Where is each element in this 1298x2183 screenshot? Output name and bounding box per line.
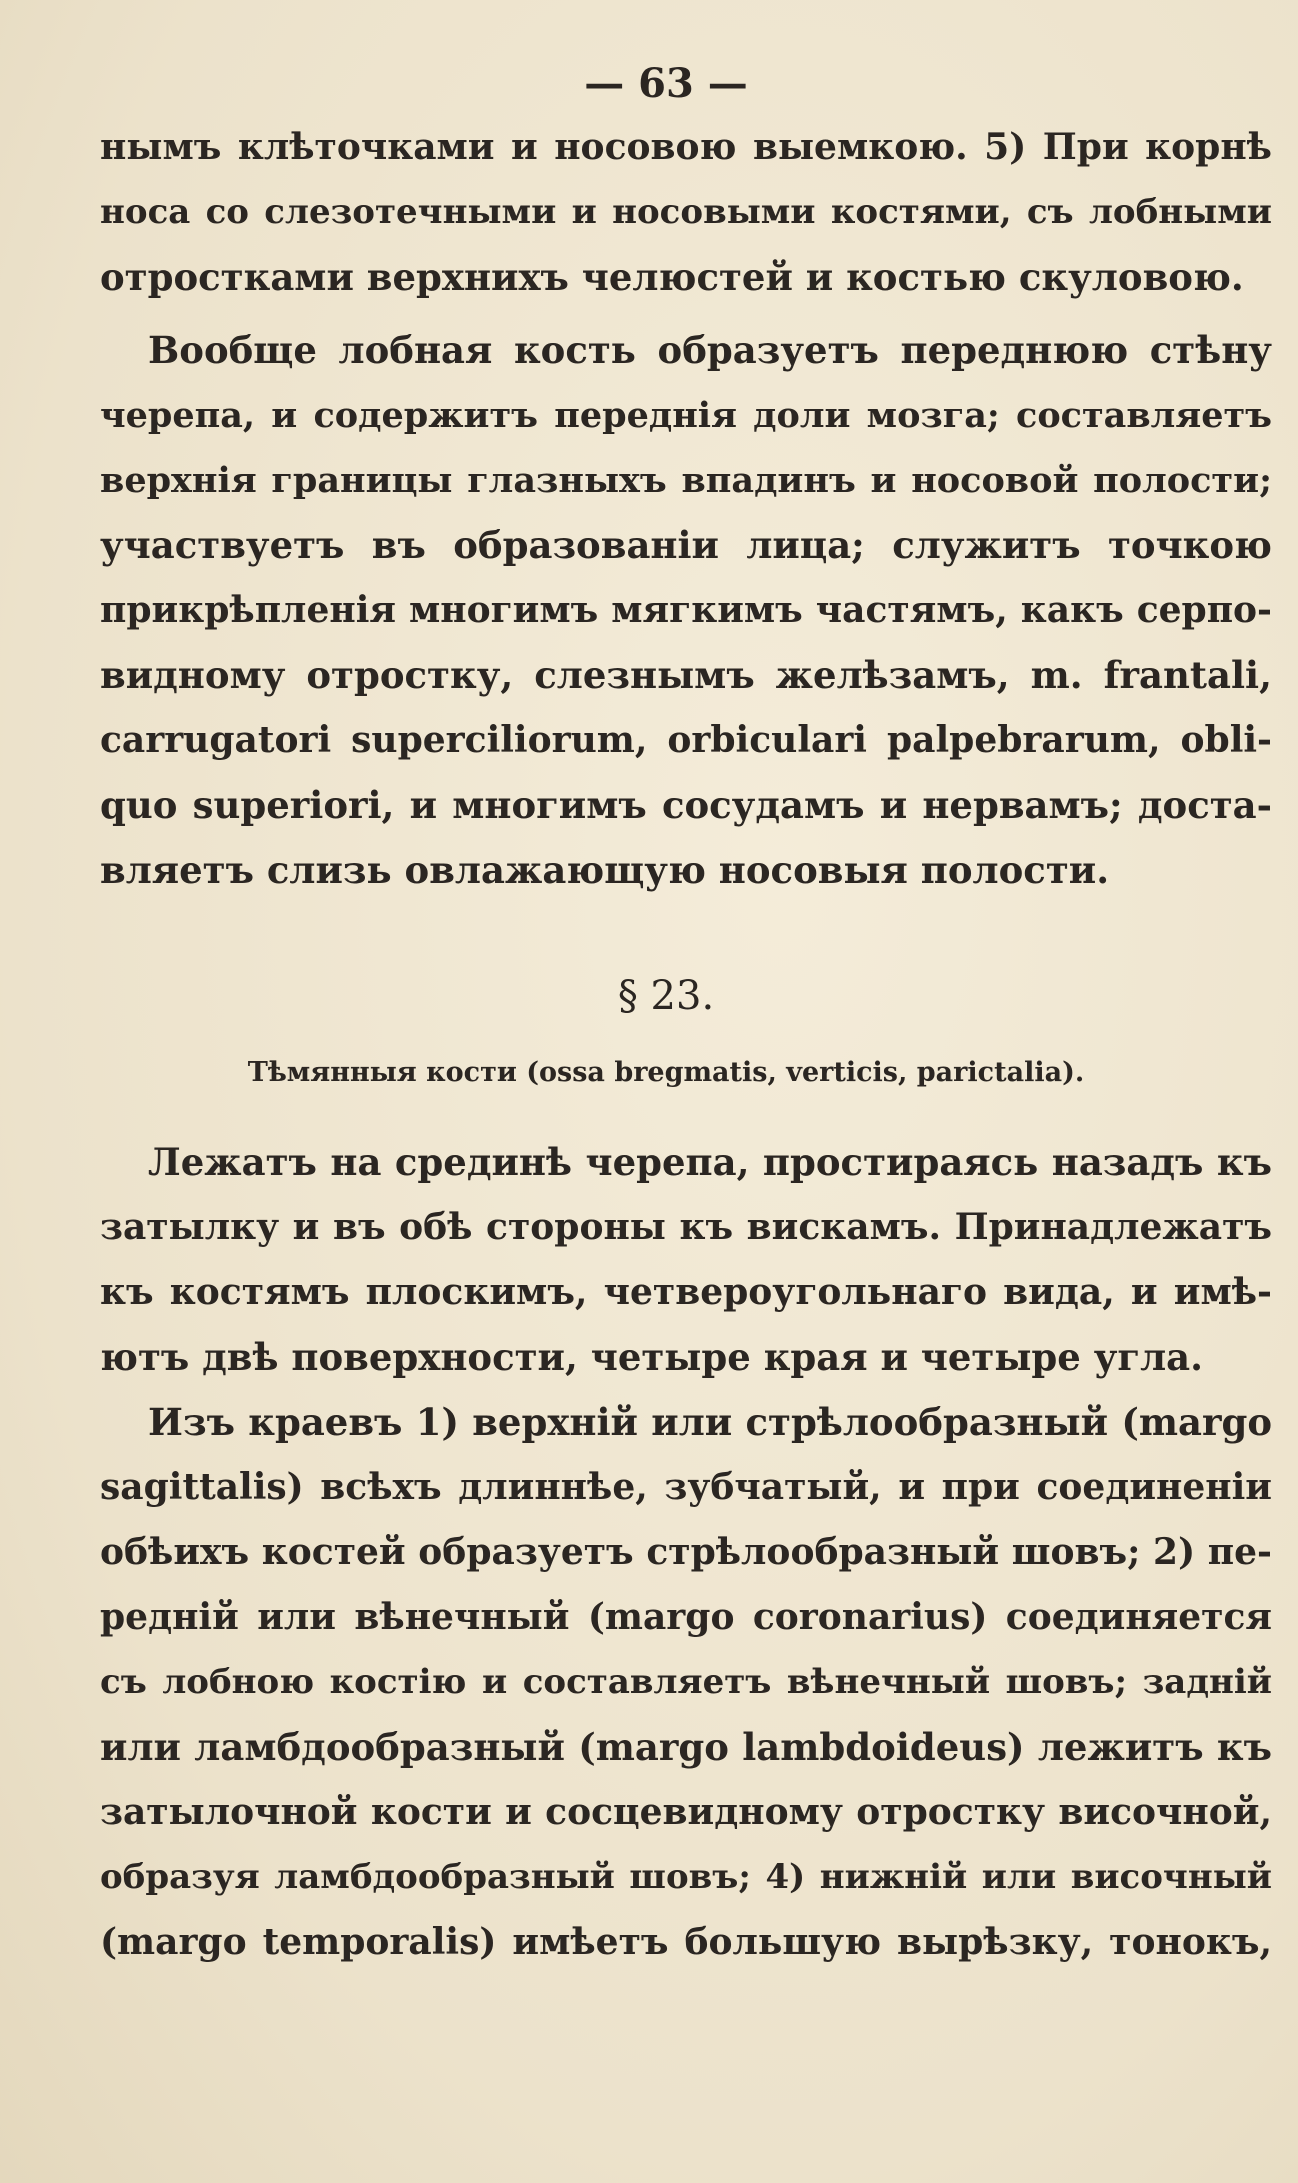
text-line: Лежатъ на срединѣ черепа, простираясь назадъ къ (148, 1140, 1272, 1184)
text-line: участвуетъ въ образованіи лица; служитъ точкою (100, 523, 1272, 567)
text-line: затылку и въ обѣ стороны къ вискамъ. Принадлежатъ (100, 1206, 1272, 1248)
text-line: черепа, и содержитъ переднія доли мозга; составляетъ (100, 395, 1272, 436)
text-line: или ламбдообразный (margo lambdoideus) лежитъ къ (100, 1725, 1272, 1769)
text-line: носа со слезотечными и носовыми костями, съ лобными (100, 192, 1272, 232)
book-page (100, 60, 1272, 1975)
text-line: обѣихъ костей образуетъ стрѣлообразный шовъ; 2) пе- (100, 1531, 1272, 1573)
text-line: вляетъ слизь овлажающую носовыя полости. (100, 848, 1110, 892)
text-line: Изъ краевъ 1) верхній или стрѣлообразный (margo (148, 1400, 1272, 1444)
text-line: прикрѣпленія многимъ мягкимъ частямъ, какъ серпо- (100, 589, 1272, 631)
text-line: (margo temporalis) имѣетъ большую вырѣзку, тонокъ, (100, 1921, 1272, 1963)
text-line: редній или вѣнечный (margo coronarius) соединяется (100, 1596, 1272, 1638)
text-line: образуя ламбдообразный шовъ; 4) нижній или височный (100, 1857, 1272, 1897)
text-line: Вообще лобная кость образуетъ переднюю стѣну (148, 328, 1272, 372)
section-number: § 23. (617, 973, 715, 1019)
paragraph-4 (100, 1390, 1272, 1975)
paragraph-3 (100, 1130, 1272, 1390)
text-line: quo superiori, и многимъ сосудамъ и нервамъ; доста- (100, 783, 1272, 827)
text-line: sagittalis) всѣхъ длиннѣе, зубчатый, и при соединеніи (100, 1466, 1272, 1508)
text-line: съ лобною костію и составляетъ вѣнечный шовъ; задній (100, 1662, 1272, 1702)
paragraph-1 (100, 115, 1272, 310)
section-title: Тѣмянныя кости (ossa bregmatis, verticis, parictalia). (247, 1057, 1085, 1088)
text-line: нымъ клѣточками и носовою выемкою. 5) При корнѣ (100, 126, 1272, 168)
text-line: къ костямъ плоскимъ, четвероугольнаго вида, и имѣ- (100, 1271, 1272, 1313)
text-line: отростками верхнихъ челюстей и костью скуловою. (100, 255, 1244, 299)
page-number: — 63 — (584, 60, 748, 107)
text-line: затылочной кости и сосцевидному отростку височной, (100, 1791, 1272, 1833)
text-line: ютъ двѣ поверхности, четыре края и четыре угла. (100, 1335, 1204, 1379)
paragraph-2 (100, 318, 1272, 903)
text-line: carrugatori superciliorum, orbiculari palpebrarum, obli- (100, 719, 1272, 761)
text-line: верхнія границы глазныхъ впадинъ и носовой полости; (100, 460, 1272, 501)
text-line: видному отростку, слезнымъ желѣзамъ, m. frantali, (100, 653, 1272, 697)
